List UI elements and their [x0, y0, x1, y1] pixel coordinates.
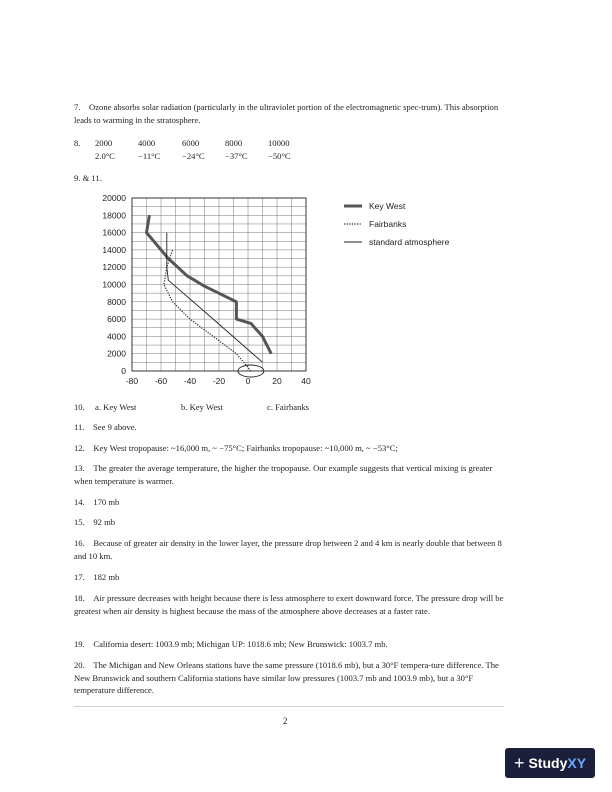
- y-axis-labels: [102, 193, 126, 376]
- y-tick-label: 4000: [107, 331, 126, 342]
- temp-value: −37°C: [225, 151, 248, 161]
- x-tick-label: -60: [154, 376, 168, 386]
- x-axis-labels: [126, 376, 311, 386]
- y-tick-label: 18000: [102, 210, 126, 221]
- y-tick-label: 0: [121, 366, 126, 376]
- answer-11: 11. See 9 above.: [74, 422, 137, 432]
- plus-icon: +: [513, 752, 525, 773]
- answer-10-number: 10.: [74, 402, 85, 412]
- height-value: 6000: [182, 138, 200, 148]
- x-tick-label: -20: [212, 376, 226, 386]
- y-tick-label: 14000: [102, 244, 126, 255]
- footer-divider: [74, 706, 504, 707]
- temp-value: −50°C: [268, 151, 291, 161]
- x-tick-label: -80: [125, 376, 139, 386]
- answer-10a: a. Key West: [95, 402, 137, 412]
- chart-legend: [344, 201, 450, 247]
- y-tick-label: 16000: [102, 227, 126, 238]
- answer-18: 18. Air pressure decreases with height because there is less atmosphere to exert downward force. The pressure drop will be greatest when air density is highest because the mass of the atmosphere above decreases at a faster rate.: [74, 593, 504, 616]
- height-value: 2000: [95, 138, 113, 148]
- x-tick-label: 20: [272, 376, 282, 386]
- answer-15: 15. 92 mb: [74, 517, 116, 527]
- badge-xy: XY: [567, 755, 587, 771]
- answer-10c: c. Fairbanks: [267, 402, 310, 412]
- y-tick-label: 8000: [107, 296, 126, 307]
- temp-value: −24°C: [182, 151, 205, 161]
- answer-7: 7. Ozone absorbs solar radiation (particularly in the ultraviolet portion of the electromagnetic spec-trum). This absorption leads to warming in the stratosphere.: [74, 102, 499, 125]
- legend-label-standard: standard atmosphere: [369, 237, 450, 247]
- answer-9-11-label: 9. & 11.: [74, 173, 102, 183]
- badge-study: Study: [528, 755, 568, 771]
- temp-value: 2.0°C: [95, 151, 115, 161]
- x-tick-label: 0: [245, 376, 251, 386]
- y-tick-label: 6000: [107, 314, 126, 325]
- y-tick-label: 12000: [102, 262, 126, 273]
- temperature-profile-chart: [102, 190, 488, 395]
- legend-label-fairbanks: Fairbanks: [369, 219, 407, 229]
- answer-12: 12. Key West tropopause: ~16,000 m, ~ −75°C; Fairbanks tropopause: ~10,000 m, ~ −53°C;: [74, 443, 398, 453]
- temp-value: −11°C: [138, 151, 161, 161]
- chart-grid: [132, 198, 306, 371]
- y-tick-label: 20000: [102, 193, 126, 203]
- answer-10b: b. Key West: [181, 402, 223, 412]
- answer-20: 20. The Michigan and New Orleans stations have the same pressure (1018.6 mb), but a 30°F tempera-ture difference. The New Brunswick and southern California stations have similar low pressures (1003.7 mb and 1003.9 mb), but a 30°F temperature difference.: [74, 660, 499, 695]
- answer-13: 13. The greater the average temperature, the higher the tropopause. Our example suggests that vertical mixing is greater when temperature is warmer.: [74, 463, 493, 486]
- answer-14: 14. 170 mb: [74, 497, 120, 507]
- legend-label-key-west: Key West: [369, 201, 406, 211]
- x-tick-label: 40: [301, 376, 311, 386]
- answer-16: 16. Because of greater air density in the lower layer, the pressure drop between 2 and 4 km is nearly double that between 8 and 10 km.: [74, 538, 502, 561]
- y-tick-label: 10000: [102, 279, 126, 290]
- studyxy-badge[interactable]: [505, 748, 595, 778]
- height-value: 4000: [138, 138, 156, 148]
- answer-17: 17. 182 mb: [74, 572, 120, 582]
- height-value: 10000: [268, 138, 290, 148]
- answer-8-number: 8.: [74, 138, 81, 148]
- x-tick-label: -40: [183, 376, 197, 386]
- answer-19: 19. California desert: 1003.9 mb; Michigan UP: 1018.6 mb; New Brunswick: 1003.7 mb.: [74, 639, 388, 649]
- page-number: 2: [283, 716, 288, 726]
- y-tick-label: 2000: [107, 348, 126, 359]
- height-value: 8000: [225, 138, 243, 148]
